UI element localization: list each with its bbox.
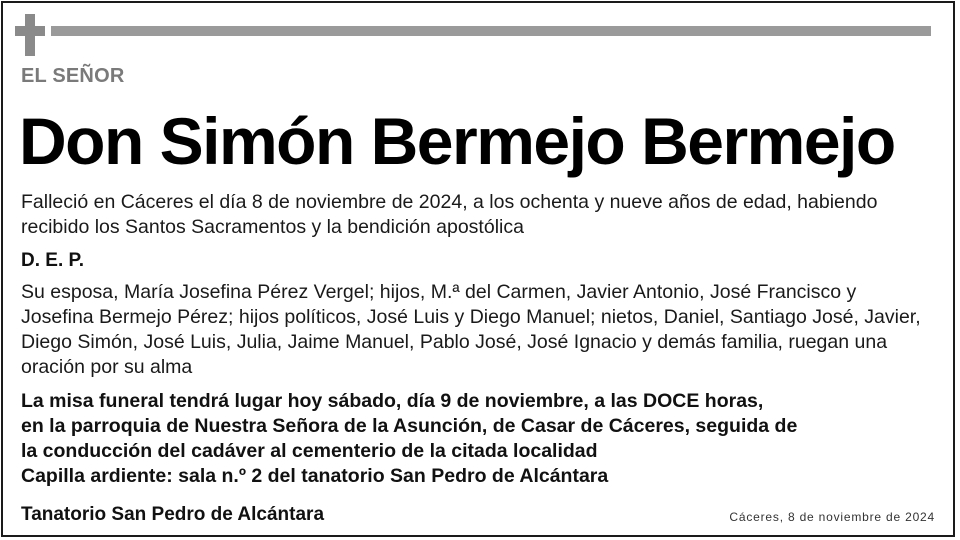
family-paragraph: Su esposa, María Josefina Pérez Vergel; hijos, M.ª del Carmen, Javier Antonio, José Francisco y Josefina Bermejo Pérez; hijos políticos, José Luis y Diego Manuel; nietos, Daniel, Santiago José, Javier, Diego Simón, José Luis, Julia, Jaime Manuel, Pablo José, José Ignacio y demás familia, ruegan una oración por su alma bbox=[21, 281, 921, 378]
mass-line: La misa funeral tendrá lugar hoy sábado, día 9 de noviembre, a las DOCE horas, bbox=[21, 390, 764, 412]
mass-paragraph bbox=[21, 389, 931, 489]
dep-abbreviation: D. E. P. bbox=[21, 250, 85, 271]
death-paragraph: Falleció en Cáceres el día 8 de noviembre de 2024, a los ochenta y nueve años de edad, habiendo recibido los Santos Sacramentos y la bendición apostólica bbox=[21, 191, 878, 238]
mass-line: en la parroquia de Nuestra Señora de la Asunción, de Casar de Cáceres, seguida de bbox=[21, 415, 798, 437]
mass-line: Capilla ardiente: sala n.º 2 del tanatorio San Pedro de Alcántara bbox=[21, 465, 609, 487]
header-rule bbox=[51, 26, 931, 36]
mass-line: la conducción del cadáver al cementerio de la citada localidad bbox=[21, 440, 598, 462]
cross-icon bbox=[15, 14, 45, 56]
dateline: Cáceres, 8 de noviembre de 2024 bbox=[729, 510, 935, 524]
cross-horizontal-bar bbox=[15, 26, 45, 36]
title-eyebrow: EL SEÑOR bbox=[21, 65, 125, 87]
funeral-home-name: Tanatorio San Pedro de Alcántara bbox=[21, 504, 325, 525]
obituary-notice bbox=[1, 1, 955, 537]
deceased-name: Don Simón Bermejo Bermejo bbox=[19, 104, 895, 178]
